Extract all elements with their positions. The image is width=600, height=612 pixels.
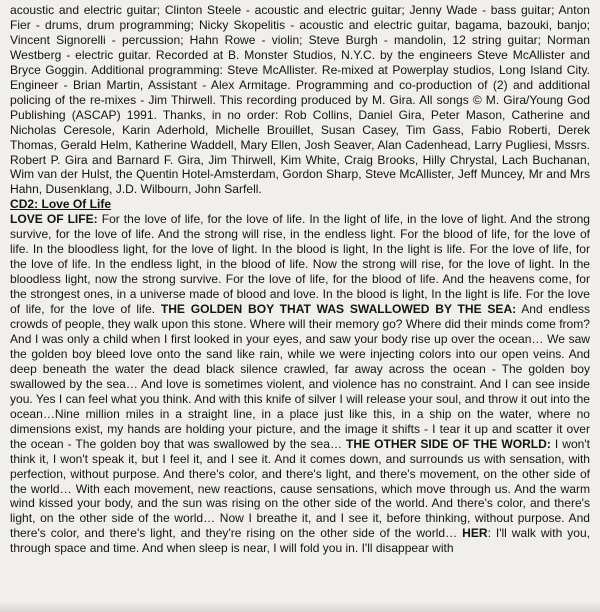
song-title-love-of-life: LOVE OF LIFE: [10,212,98,227]
lyrics-love-of-life: For the love of life, for the love of life. In the light of life, in the love of light. And the strong survive, for the love of life. And the strong will rise, in the endless light. For the blood of life, for the love of life. In the bloodless light, for the love of light. In the blood is light, In the light is life. For the love of life, for the love of life. In the endless light, in the blood of life. Now the strong will rise, for the love of light. In the bloodless light, now the strong survive. For the love of life, for the blood of life. And the heavens come, for the strongest ones, in a universe made of blood and love. In the blood is light, In the light is life. For the love of life, for the love of life. [10,212,590,317]
song-title-other-side: THE OTHER SIDE OF THE WORLD: [346,436,551,451]
song-title-her: HER [462,526,488,541]
lyrics-paragraph [10,212,590,556]
liner-notes-page [10,3,590,598]
credits-paragraph: acoustic and electric guitar; Clinton Steele - acoustic and electric guitar; Jenny Wade - bass guitar; Anton Fier - drums, drum programming; Nicky Skopelitis - acoustic and electric guitar, bagama, bazouki, banjo; Vincent Signorelli - percussion; Hahn Rowe - violin; Steve Burgh - mandolin, 12 string guitar; Norman Westberg - electric guitar. Recorded at B. Monster Studios, N.Y.C. by the engineers Steve McAllister and Bryce Goggin. Additional programming: Steve McAllister. Re-mixed at Powerplay studios, Long Island City. Engineer - Brian Martin, Assistant - Alex Armitage. Programming and co-production of (2) and additional policing of the re-mixes - Jim Thirwell. This recording produced by M. Gira. All songs © M. Gira/Young God Publishing (ASCAP) 1991. Thanks, in no order: Rob Collins, Daniel Gira, Peter Mason, Catherine and Nicholas Ceresole, Karin Aderhold, Michelle Brouillet, Susan Casey, Tim Gass, Fabio Roberti, Derek Thomas, Gerald Helm, Katherine Waddell, Mary Ellen, Josh Seaver, Alan Cadenhead, Larry Pugliesi, Mssrs. Robert P. Gira and Barnard F. Gira, Jim Thirwell, Kim White, Craig Brooks, Hilly Chrystal, Lach Buchanan, Wim van der Hulst, the Quentin Hotel-Amsterdam, Gordon Sharp, Steve McAllister, Jeff Muncey, Mr and Mrs Hahn, Dusenklang, J.D. Wilbourn, John Sarfell. [10,3,590,197]
lyrics-her: : I'll walk with you, through space and time. And when sleep is near, I will fold you in. I'll disappear with [10,526,590,556]
lyrics-other-side: I won't think it, I won't speak it, but I feel it, and I see it. And it comes down, and surrounds us with sensation, with perfection, without purpose. And there's color, and there's light, and there's movement, on the other side of the world… With each movement, new reactions, cause sensations, which move through us. And the warm wind kissed your body, and the sun was rising on the other side of the world. And there's color, and there's light, on the other side of the world… Now I breathe it, and I see it, before thinking, without purpose. And there's color, and there's light, and they're rising on the other side of the world… [10,436,590,541]
song-title-golden-boy: THE GOLDEN BOY THAT WAS SWALLOWED BY THE SEA: [160,302,517,317]
section-heading: CD2: Love Of Life [10,197,112,212]
page-bottom-edge [0,602,600,612]
lyrics-golden-boy: And endless crowds of people, they walk upon this stone. Where will their memory go? Where did their minds come from? And I was only a child when I first looked in your eyes, and saw your body rise up over the ocean… We saw the golden boy bleed love onto the sand like rain, while we were injecting colors into our open veins. And deep beneath the water the dead black silence crawled, far away across the ocean - The golden boy swallowed by the sea… And love is sometimes violent, and violence has no constraint. And I can see inside you. Yes I can feel what you think. And with this knife of silver I will release your soul, and throw it out into the ocean…Nine million miles in a straight line, in a place just like this, in a ship on the water, where no dimensions exist, my hands are holding your picture, and the image it shifts - I tear it up and scatter it over the ocean - The golden boy that was swallowed by the sea… [10,302,590,451]
